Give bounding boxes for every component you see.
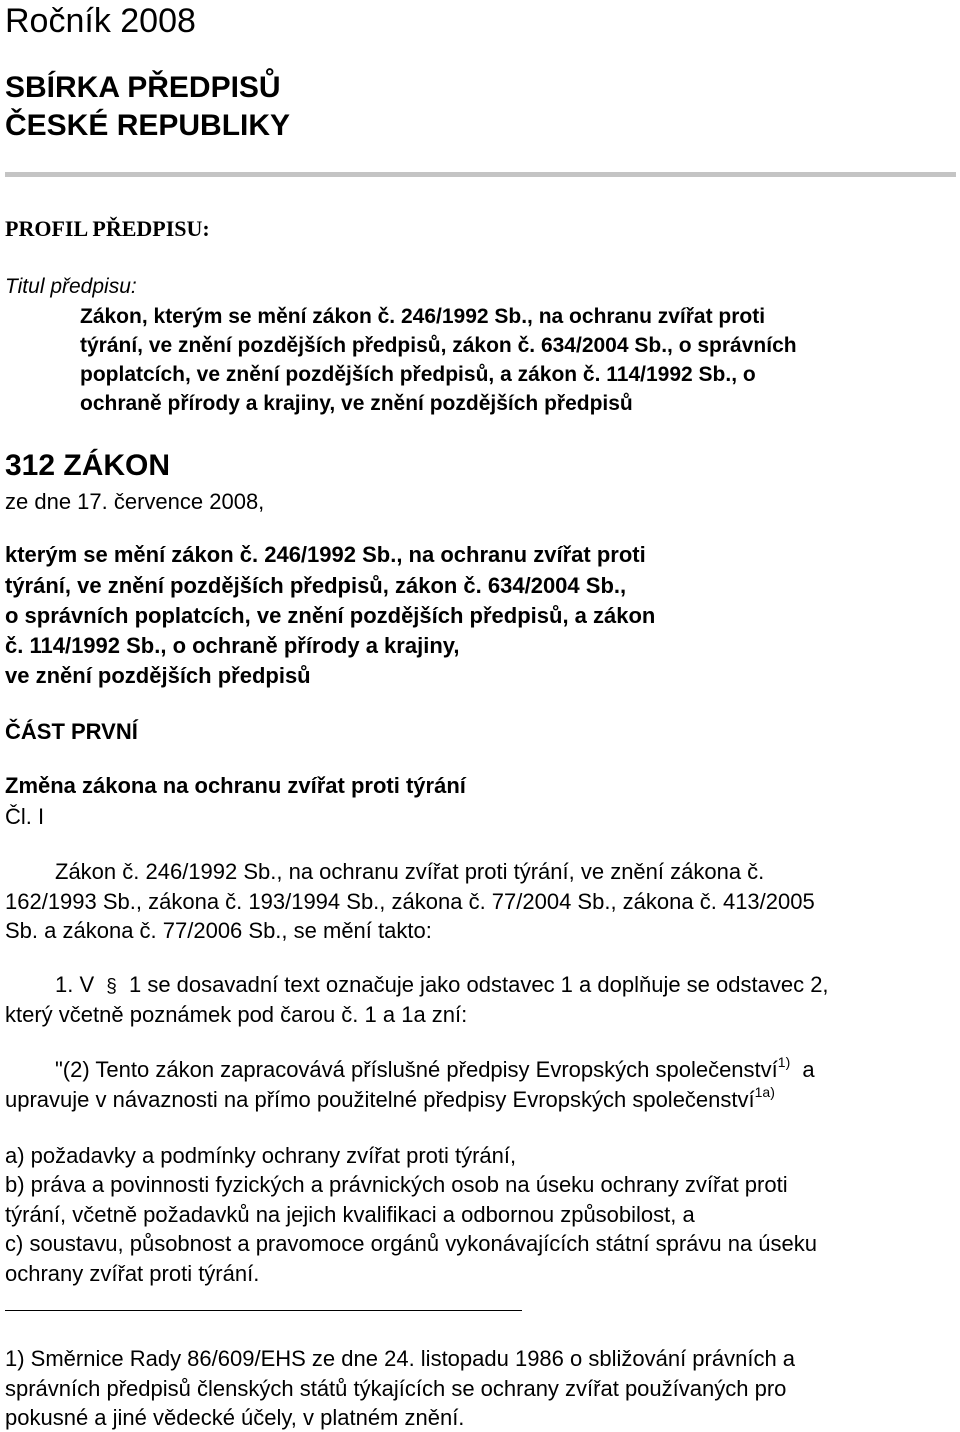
paragraph2-line2: [5, 1085, 775, 1114]
section-sign: §: [106, 976, 117, 997]
law-title-line: č. 114/1992 Sb., o ochraně přírody a krajiny,: [5, 633, 460, 658]
footnote-line: pokusné a jiné vědecké účely, v platném znění.: [5, 1405, 465, 1430]
footnote-line: správních předpisů členských států týkajících se ochrany zvířat používaných pro: [5, 1376, 787, 1401]
law-title-line: týrání, ve znění pozdějších předpisů, zákon č. 634/2004 Sb.,: [5, 573, 627, 598]
profile-title-line: poplatcích, ve znění pozdějších předpisů, a zákon č. 114/1992 Sb., o: [80, 363, 756, 386]
paragraph2-text: upravuje v návaznosti na přímo použitelné předpisy Evropských společenství: [5, 1087, 755, 1112]
list-item-line: ochrany zvířat proti týrání.: [5, 1261, 260, 1286]
law-number: 312 ZÁKON: [5, 449, 171, 482]
intro-line: 162/1993 Sb., zákona č. 193/1994 Sb., zákona č. 77/2004 Sb., zákona č. 413/2005: [5, 889, 815, 914]
article-heading: Čl. I: [5, 804, 45, 829]
list-item-line: b) práva a povinnosti fyzických a právnických osob na úseku ochrany zvířat proti: [5, 1172, 788, 1197]
footnote-ref-1a: 1a): [754, 1083, 775, 1100]
item1-prefix: 1. V: [55, 972, 95, 997]
item1-line: [55, 970, 829, 1001]
paragraph2-text-end: a: [802, 1057, 815, 1082]
profile-title-line: ochraně přírody a krajiny, ve znění pozdějších předpisů: [80, 392, 633, 415]
paragraph2-text: "(2) Tento zákon zapracovává příslušné předpisy Evropských společenství: [55, 1057, 778, 1082]
intro-line: Zákon č. 246/1992 Sb., na ochranu zvířat proti týrání, ve znění zákona č.: [55, 859, 765, 884]
item1-text: 1 se dosavadní text označuje jako odstavec 1 a doplňuje se odstavec 2,: [128, 972, 829, 997]
list-item-line: týrání, včetně požadavků na jejich kvalifikaci a odbornou způsobilost, a: [5, 1202, 695, 1227]
profile-title-line: týrání, ve znění pozdějších předpisů, zákon č. 634/2004 Sb., o správních: [80, 334, 797, 357]
profile-title-line: Zákon, kterým se mění zákon č. 246/1992 Sb., na ochranu zvířat proti: [80, 305, 766, 328]
intro-line: Sb. a zákona č. 77/2006 Sb., se mění takto:: [5, 918, 432, 943]
footnote-separator: [5, 1310, 522, 1311]
part-title: Změna zákona na ochranu zvířat proti týrání: [5, 773, 466, 798]
footnote-ref-1: 1): [777, 1053, 791, 1070]
law-title-line: o správních poplatcích, ve znění pozdějších předpisů, a zákon: [5, 603, 656, 628]
profile-heading: PROFIL PŘEDPISU:: [5, 216, 210, 241]
footnote-line: 1) Směrnice Rady 86/609/EHS ze dne 24. listopadu 1986 o sbližování právních a: [5, 1346, 796, 1371]
part-heading: ČÁST PRVNÍ: [5, 719, 138, 744]
header-divider: [5, 172, 956, 177]
paragraph2-line1: [55, 1055, 815, 1084]
law-date: ze dne 17. července 2008,: [5, 489, 265, 514]
title-label: Titul předpisu:: [5, 275, 137, 298]
list-item-line: a) požadavky a podmínky ochrany zvířat proti týrání,: [5, 1143, 517, 1168]
law-title-line: ve znění pozdějších předpisů: [5, 663, 311, 688]
year-heading: Ročník 2008: [5, 2, 196, 40]
law-title-line: kterým se mění zákon č. 246/1992 Sb., na ochranu zvířat proti: [5, 542, 646, 567]
list-item-line: c) soustavu, působnost a pravomoce orgánů vykonávajících státní správu na úseku: [5, 1231, 818, 1256]
collection-title-line2: ČESKÉ REPUBLIKY: [5, 109, 291, 142]
collection-title-line1: SBÍRKA PŘEDPISŮ: [5, 71, 281, 104]
item1-line2: který včetně poznámek pod čarou č. 1 a 1a zní:: [5, 1002, 468, 1027]
